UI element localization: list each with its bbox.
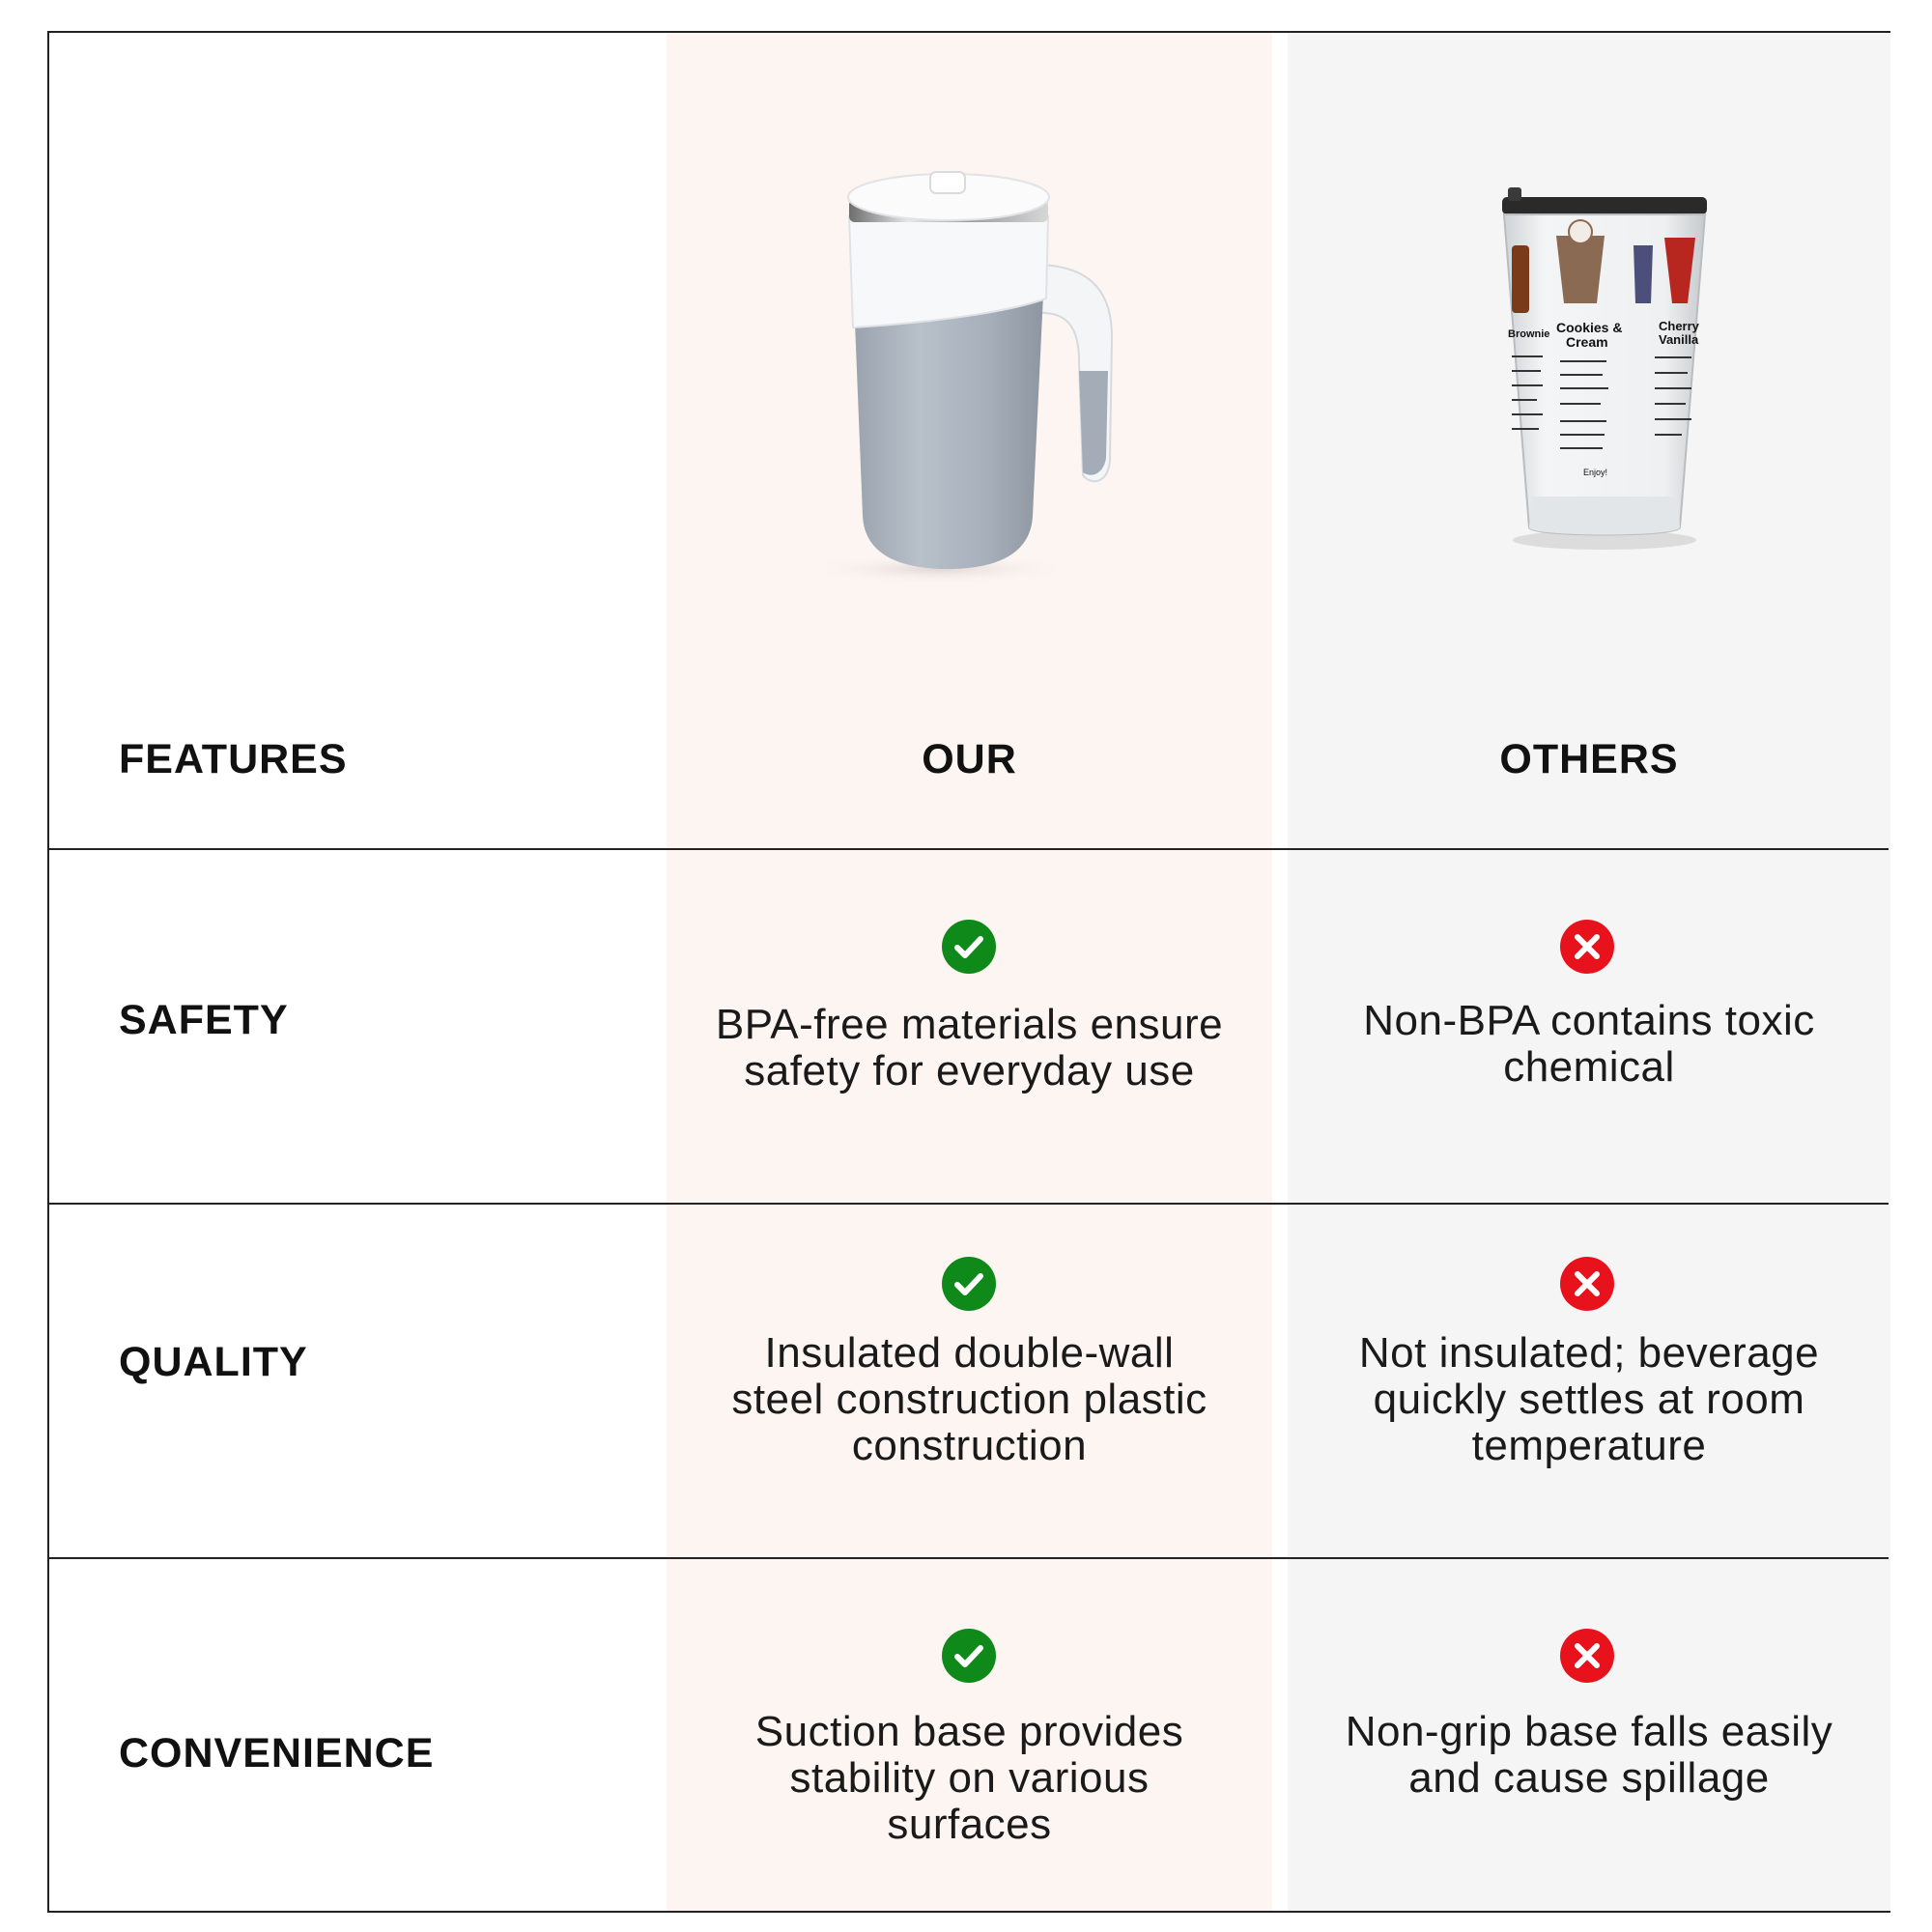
our-convenience-description: Suction base provides stability on various surfaces — [754, 1708, 1184, 1848]
glass-print-enjoy: Enjoy! — [1583, 468, 1608, 477]
others-column-header: OTHERS — [1499, 736, 1679, 782]
others-convenience-description: Non-grip base falls easily and cause spillage — [1345, 1708, 1833, 1802]
glass-print-vanilla: Vanilla — [1659, 332, 1699, 347]
grey-mug-with-lid-icon — [803, 129, 1151, 593]
row-divider — [49, 1557, 1889, 1559]
cross-icon — [1560, 1629, 1614, 1683]
our-safety-description: BPA-free materials ensure safety for everyday use — [715, 1001, 1224, 1094]
glass-print-cream: Cream — [1566, 334, 1608, 350]
glass-print-brownie: Brownie — [1508, 328, 1550, 340]
check-icon — [942, 1629, 996, 1683]
comparison-table — [47, 31, 1890, 1913]
our-column-header: OUR — [922, 736, 1017, 782]
printed-glass-tumbler-icon — [1489, 168, 1720, 554]
features-header: FEATURES — [119, 736, 348, 782]
cross-icon — [1560, 1257, 1614, 1311]
feature-safety: SAFETY — [119, 997, 289, 1043]
glass-print-cherry: Cherry — [1659, 319, 1699, 333]
cross-icon — [1560, 920, 1614, 974]
feature-quality: QUALITY — [119, 1339, 308, 1385]
row-divider — [49, 848, 1889, 850]
our-quality-description: Insulated double-wall steel construction plastic construction — [731, 1329, 1208, 1469]
feature-convenience: CONVENIENCE — [119, 1730, 435, 1776]
check-icon — [942, 1257, 996, 1311]
check-icon — [942, 920, 996, 974]
row-divider — [49, 1203, 1889, 1205]
glass-print-cookies: Cookies & — [1556, 320, 1623, 335]
others-safety-description: Non-BPA contains toxic chemical — [1363, 997, 1815, 1091]
others-quality-description: Not insulated; beverage quickly settles at room temperature — [1358, 1329, 1820, 1469]
